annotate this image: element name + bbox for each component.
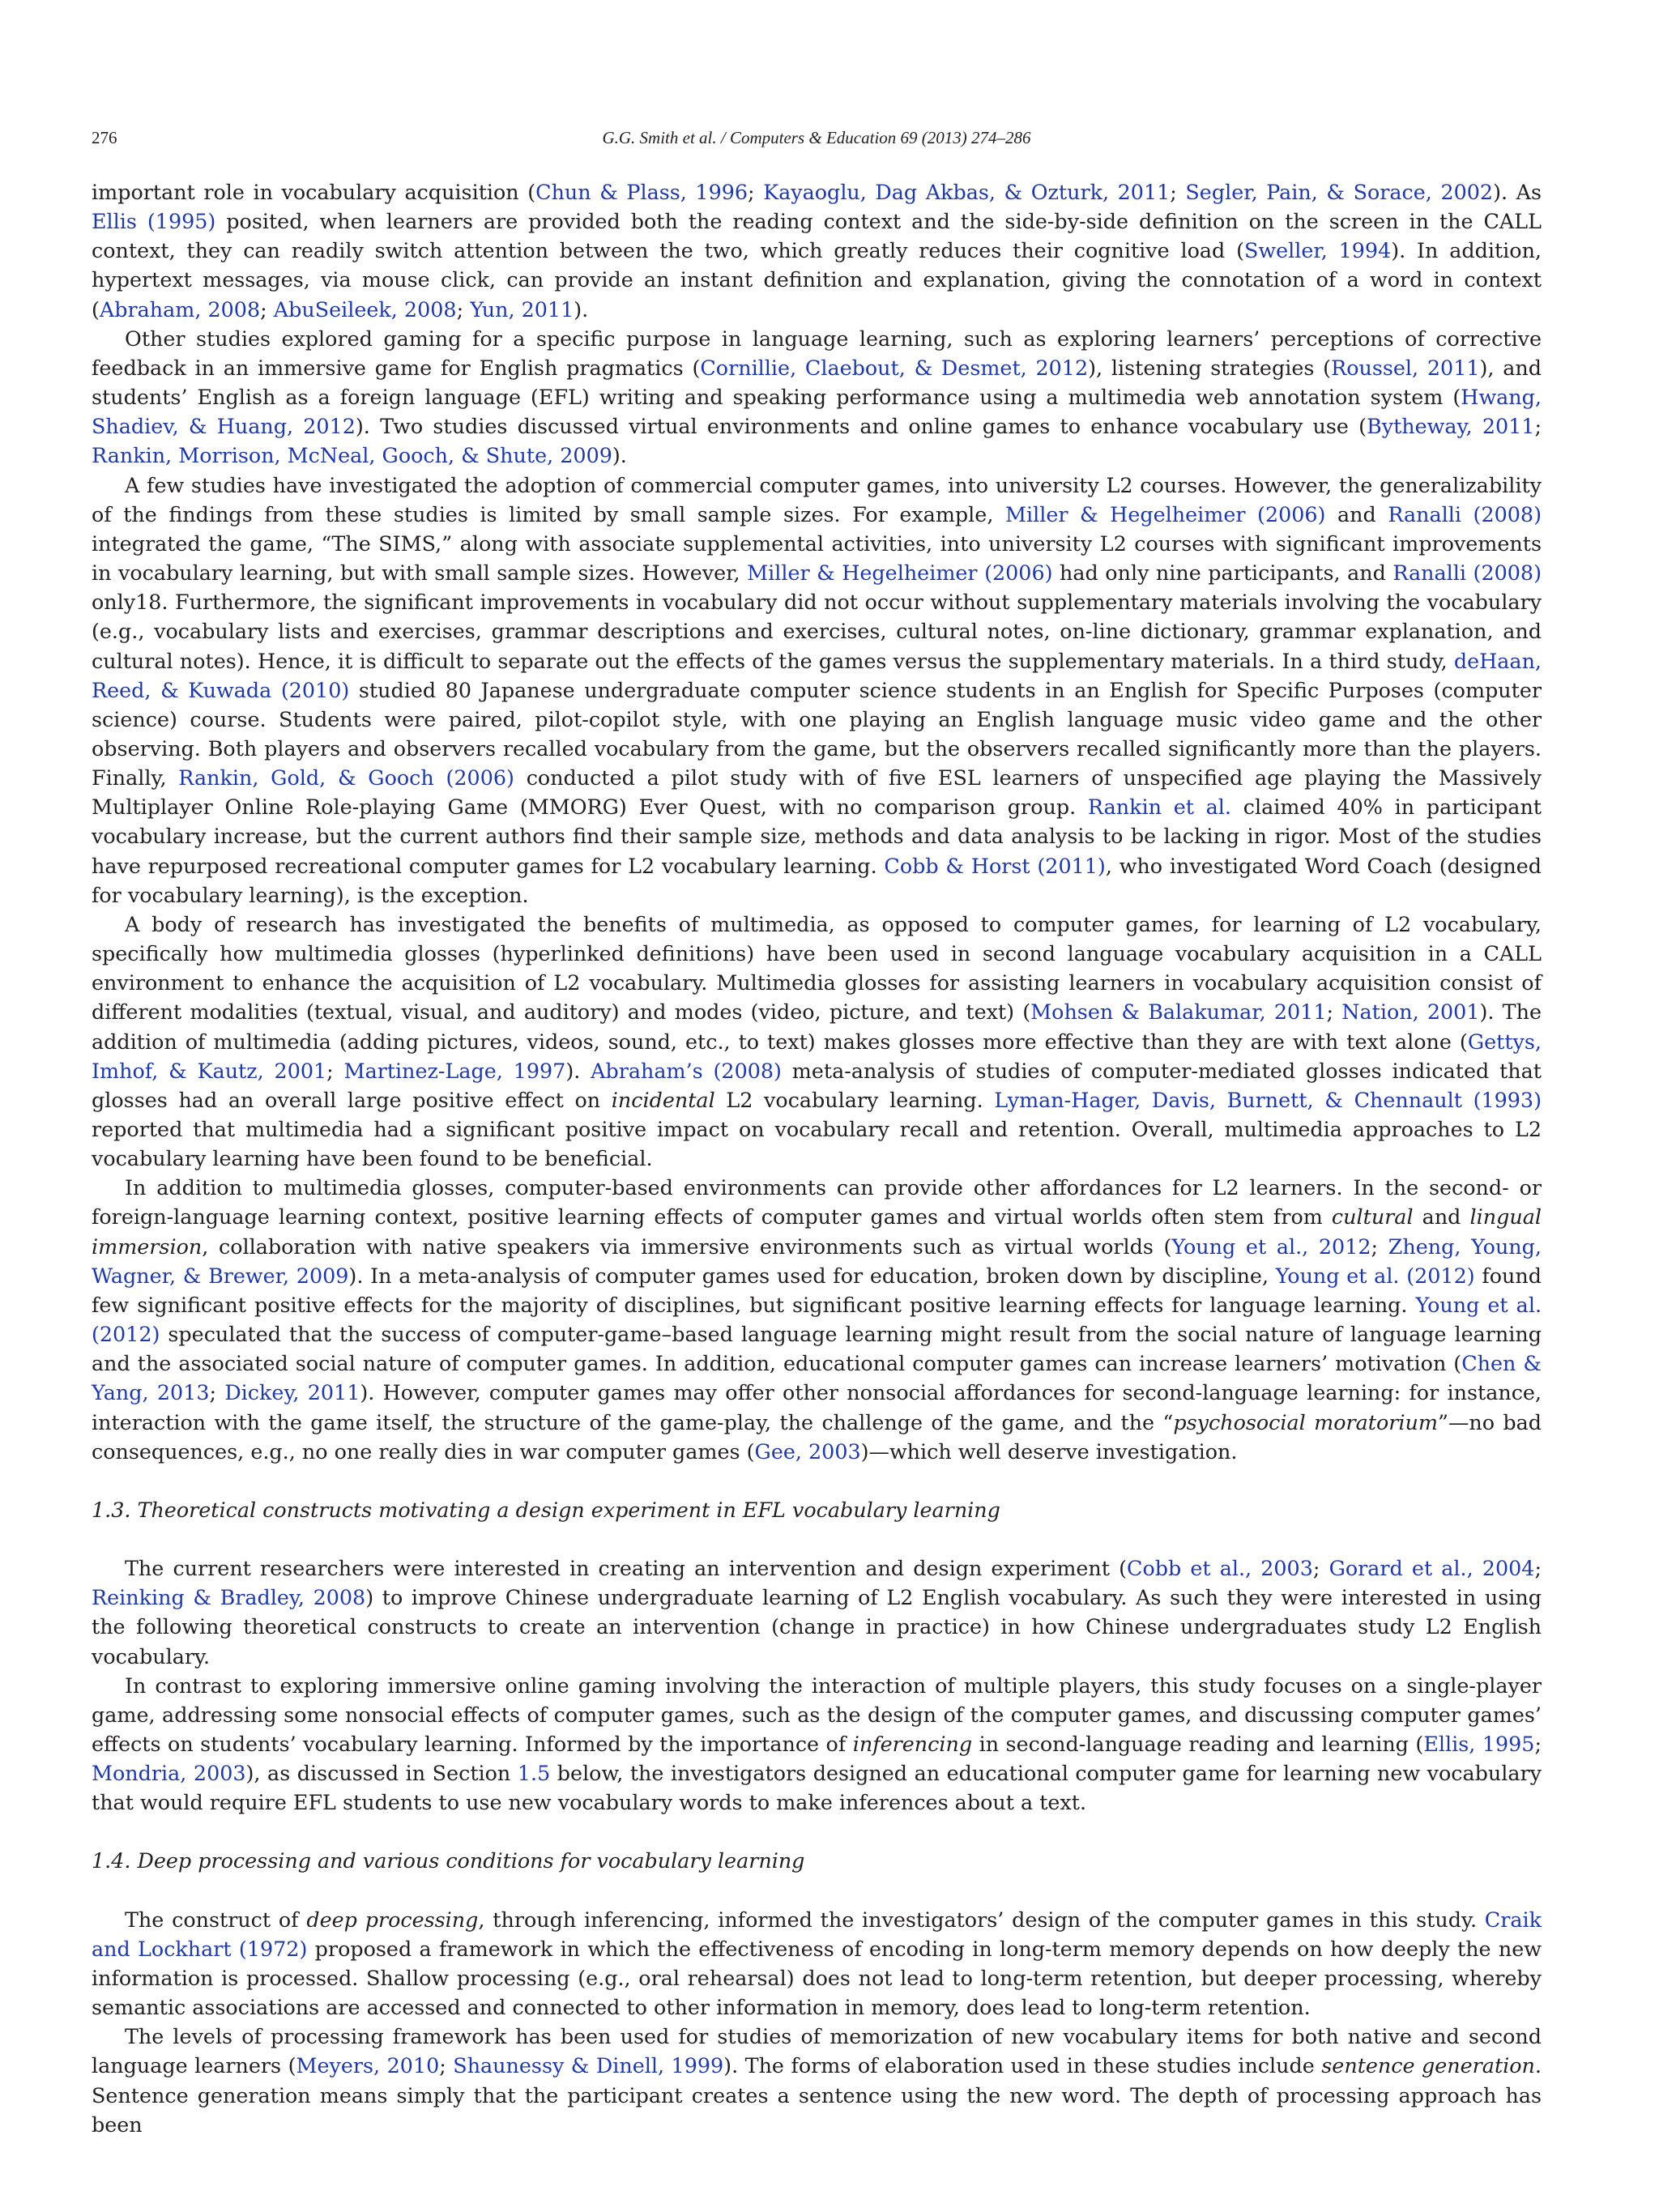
paragraph-text: ) to improve Chinese undergraduate learning of L2 English vocabulary. As such they were interested in using the following theoretical constructs to create an intervention (change in practice) in how Chinese undergraduates study L2 English vocabulary. [92,1585,1542,1669]
citation-link[interactable]: Cobb & Horst (2011) [884,853,1106,878]
paragraph-text: ). [565,1058,591,1083]
citation-link[interactable]: Zheng, Young, Wagner, & Brewer, 2009 [92,1234,1542,1288]
paragraph-text: A body of research has investigated the benefits of multimedia, as opposed to computer games, for learning of L2 vocabulary, specifically how multimedia glosses (hyperlinked definitions) have been used in second language vocabulary acquisition in a CALL environment to enhance the acquisition of L2 vocabulary. Multimedia glosses for assisting learners in vocabulary acquisition consist of different modalities (textual, visual, and auditory) and modes (video, picture, and text) ( [92,911,1542,1025]
citation-link[interactable]: Gettys, Imhof, & Kautz, 2001 [92,1029,1542,1083]
paragraph-text: claimed 40% in participant vocabulary increase, but the current authors find their sample size, methods and data analysis to be lacking in rigor. Most of the studies have repurposed recreational computer games for L2 vocabulary learning. [92,795,1542,878]
citation-link[interactable]: Yun, 2011 [470,296,574,322]
article-body [92,177,1542,2139]
paragraph-text: ; [1534,1731,1542,1756]
paragraph-text: ”—no bad consequences, e.g., no one really dies in war computer games ( [92,1409,1542,1464]
citation-link[interactable]: Miller & Hegelheimer (2006) [747,560,1053,586]
paragraph-text: L2 vocabulary learning. [714,1087,995,1112]
paragraph-text: ). However, computer games may offer other nonsocial affordances for second-language learning: for instance, interaction with the game itself, the structure of the game-play, the challenge of the game, and the “ [92,1380,1542,1434]
citation-link[interactable]: Sweller, 1994 [1243,238,1392,263]
paragraph-text: and [1413,1204,1470,1230]
emphasis-text: sentence generation [1321,2053,1535,2078]
paragraph-text: ; [209,1380,225,1405]
emphasis-text: cultural [1331,1204,1414,1230]
paragraph-text: ), listening strategies ( [1088,355,1332,380]
citation-link[interactable]: Craik and Lockhart (1972) [92,1907,1542,1961]
paragraph-text: conducted a pilot study with of five ESL learners of unspecified age playing the Massively Multiplayer Online Role-playing Game (MMORG) Ever Quest, with no comparison group. [92,765,1542,820]
paragraph [92,1905,1542,2022]
section-heading: 1.4. Deep processing and various conditions for vocabulary learning [92,1848,805,1873]
paragraph [92,1671,1542,1818]
paragraph-text: found few significant positive effects for the majority of disciplines, but significant positive learning effects for language learning. [92,1263,1542,1317]
citation-link[interactable]: Young et al. (2012) [1275,1263,1475,1288]
paragraph-text: ). Two studies discussed virtual environments and online games to enhance vocabulary use ( [355,414,1367,439]
citation-link[interactable]: Young et al., 2012 [1171,1234,1371,1259]
citation-link[interactable]: Martinez-Lage, 1997 [343,1058,566,1083]
paragraph-text: studied 80 Japanese undergraduate computer science students in an English for Specific Purposes (computer science) course. Students were paired, pilot-copilot style, with one playing an English language music video game and the other observing. Both players and observers recalled vocabulary from the game, but the observers recalled significantly more than the players. Finally, [92,677,1542,791]
citation-link[interactable]: Reinking & Bradley, 2008 [92,1585,366,1610]
paragraph-text: ). [612,443,627,468]
paragraph-text: ). [574,296,589,322]
emphasis-text: inferencing [852,1731,973,1756]
paragraph-text: A few studies have investigated the adoption of commercial computer games, into university L2 courses. However, the generalizability of the findings from these studies is limited by small sample sizes. For example, [92,472,1542,526]
citation-link[interactable]: Lyman-Hager, Davis, Burnett, & Chennault (1993) [994,1087,1542,1112]
paragraph-text: , collaboration with native speakers via immersive environments such as virtual worlds ( [202,1234,1172,1259]
page-header [92,128,1542,160]
paragraph-text: ; [1534,1556,1542,1581]
citation-link[interactable]: Abraham, 2008 [99,296,261,322]
citation-link[interactable]: Segler, Pain, & Sorace, 2002 [1185,180,1494,204]
paragraph-text: In contrast to exploring immersive online gaming involving the interaction of multiple players, this study focuses on a single-player game, addressing some nonsocial effects of computer games, such as the design of the computer games, and discussing computer games’ effects on students’ vocabulary learning. Informed by the importance of [92,1673,1542,1756]
paragraph [92,324,1542,471]
citation-link[interactable]: Gorard et al., 2004 [1328,1556,1535,1581]
paragraph-text: posited, when learners are provided both the reading context and the side-by-side definition on the screen in the CALL context, they can readily switch attention between the two, which greatly reduces their cognitive load ( [92,209,1542,263]
paragraph-text: , through inferencing, informed the investigators’ design of the computer games in this study. [478,1907,1485,1932]
citation-link[interactable]: Rankin, Gold, & Gooch (2006) [178,765,514,791]
paragraph-text: ; [326,1058,344,1083]
citation-link[interactable]: Gee, 2003 [754,1438,861,1464]
citation-link[interactable]: Chun & Plass, 1996 [535,180,748,204]
paragraph-text: speculated that the success of computer-game–based language learning might result from the social nature of language learning and the associated social nature of computer games. In addition, educational computer games can increase learners’ motivation ( [92,1322,1542,1376]
page-number: 276 [92,128,117,147]
paragraph-text: ), and students’ English as a foreign language (EFL) writing and speaking performance using a multimedia web annotation system ( [92,355,1542,410]
paragraph-text: ; [1312,1556,1329,1581]
citation-link[interactable]: Chen & Yang, 2013 [92,1351,1542,1405]
paragraph [92,177,1542,324]
citation-link[interactable]: Ellis (1995) [92,209,216,234]
citation-link[interactable]: Young et al. (2012) [92,1292,1542,1347]
paragraph-text: , who investigated Word Coach (designed for vocabulary learning), is the exception. [92,853,1542,907]
citation-link[interactable]: 1.5 [517,1761,551,1786]
paragraph [92,471,1542,910]
citation-link[interactable]: Rankin et al. [1087,795,1232,820]
paragraph-text: ; [748,180,764,204]
paragraph-text: ; [1371,1234,1388,1259]
paragraph-text: reported that multimedia had a significant positive impact on vocabulary recall and retention. Overall, multimedia approaches to L2 vocabulary learning have been found to be beneficial. [92,1117,1542,1171]
paragraph-text: In addition to multimedia glosses, computer-based environments can provide other affordances for L2 learners. In the second- or foreign-language learning context, positive learning effects of computer games and virtual worlds often stem from [92,1175,1542,1230]
paragraph-text: )—which well deserve investigation. [860,1438,1238,1464]
emphasis-text: deep processing [306,1907,479,1932]
paragraph [92,2022,1542,2139]
citation-link[interactable]: Miller & Hegelheimer (2006) [1004,501,1326,526]
paragraph-text: ; [1534,414,1542,439]
paragraph-text: The levels of processing framework has been used for studies of memorization of new vocabulary items for both native and second language learners ( [92,2024,1542,2078]
section-heading: 1.3. Theoretical constructs motivating a design experiment in EFL vocabulary learning [92,1497,1000,1522]
paragraph-text: had only nine participants, and [1052,560,1393,586]
citation-link[interactable]: deHaan, Reed, & Kuwada (2010) [92,648,1542,702]
paragraph-text: ; [1326,999,1342,1025]
paragraph [92,1173,1542,1466]
paragraph-text: ). The forms of elaboration used in these studies include [723,2053,1322,2078]
citation-link[interactable]: Rankin, Morrison, McNeal, Gooch, & Shute, 2009 [92,443,612,468]
citation-link[interactable]: Dickey, 2011 [224,1380,360,1405]
citation-link[interactable]: Abraham’s (2008) [591,1058,782,1083]
citation-link[interactable]: Mohsen & Balakumar, 2011 [1030,999,1327,1025]
paragraph-text: ). As [1493,180,1542,204]
paragraph-text: The construct of [125,1907,307,1932]
paragraph-text: important role in vocabulary acquisition ( [92,180,536,204]
paragraph-text: proposed a framework in which the effectiveness of encoding in long-term memory depends on how deeply the new information is processed. Shallow processing (e.g., oral rehearsal) does not lead to long-term retention, but deeper processing, whereby semantic associations are accessed and connected to other information in memory, does lead to long-term retention. [92,1936,1542,2020]
paragraph-text: meta-analysis of studies of computer-mediated glosses indicated that glosses had an overall large positive effect on [92,1058,1542,1112]
emphasis-text: incidental [611,1087,715,1112]
paragraph-text: below, the investigators designed an educational computer game for learning new vocabulary that would require EFL students to use new vocabulary words to make inferences about a text. [92,1761,1542,1815]
paragraph-text: ; [1170,180,1186,204]
running-head: G.G. Smith et al. / Computers & Education 69 (2013) 274–286 [602,128,1031,147]
paragraph-text: ; [439,2053,454,2078]
citation-link[interactable]: Meyers, 2010 [296,2053,440,2078]
citation-link[interactable]: Ellis, 1995 [1423,1731,1535,1756]
paragraph-text: Other studies explored gaming for a specific purpose in language learning, such as exploring learners’ perceptions of corrective feedback in an immersive game for English pragmatics ( [92,326,1542,380]
paragraph-text: integrated the game, “The SIMS,” along with associate supplemental activities, into university L2 courses with significant improvements in vocabulary learning, but with small sample sizes. However, [92,531,1542,586]
paragraph-text: ). In addition, hypertext messages, via mouse click, can provide an instant definition and explanation, giving the connotation of a word in context ( [92,238,1542,322]
paragraph-text: and [1325,501,1388,526]
paragraph-text: . Sentence generation means simply that the participant creates a sentence using the new word. The depth of processing approach has been [92,2053,1542,2137]
paragraph-text: ), as discussed in Section [245,1761,518,1786]
paragraph-text: ). The addition of multimedia (adding pictures, videos, sound, etc., to text) makes glosses more effective than they are with text alone ( [92,999,1542,1054]
citation-link[interactable]: AbuSeileek, 2008 [273,296,457,322]
citation-link[interactable]: Ranalli (2008) [1388,501,1542,526]
paragraph-text: ). In a meta-analysis of computer games used for education, broken down by discipline, [348,1263,1276,1288]
paragraph-text: ; [456,296,471,322]
citation-link[interactable]: Bytheway, 2011 [1367,414,1535,439]
emphasis-text: lingual immersion [92,1204,1542,1259]
paragraph-text: in second-language reading and learning ( [972,1731,1424,1756]
citation-link[interactable]: Hwang, Shadiev, & Huang, 2012 [92,385,1542,439]
citation-link[interactable]: Ranalli (2008) [1392,560,1542,586]
citation-link[interactable]: Nation, 2001 [1341,999,1480,1025]
paragraph [92,910,1542,1173]
citation-link[interactable]: Mondria, 2003 [92,1761,246,1786]
citation-link[interactable]: Kayaoglu, Dag Akbas, & Ozturk, 2011 [763,180,1171,204]
paragraph-text: ; [260,296,274,322]
citation-link[interactable]: Roussel, 2011 [1331,355,1480,380]
citation-link[interactable]: Shaunessy & Dinell, 1999 [453,2053,724,2078]
paragraph-text: The current researchers were interested in creating an intervention and design experiment ( [125,1556,1128,1581]
emphasis-text: psychosocial moratorium [1173,1409,1438,1434]
citation-link[interactable]: Cobb et al., 2003 [1127,1556,1313,1581]
paragraph [92,1554,1542,1671]
paragraph-text: only18. Furthermore, the significant improvements in vocabulary did not occur without supplementary materials involving the vocabulary (e.g., vocabulary lists and exercises, grammar descriptions and exercises, cultural notes, on-line dictionary, grammar explanation, and cultural notes). Hence, it is difficult to separate out the effects of the games versus the supplementary materials. In a third study, [92,590,1542,673]
citation-link[interactable]: Cornillie, Claebout, & Desmet, 2012 [700,355,1089,380]
